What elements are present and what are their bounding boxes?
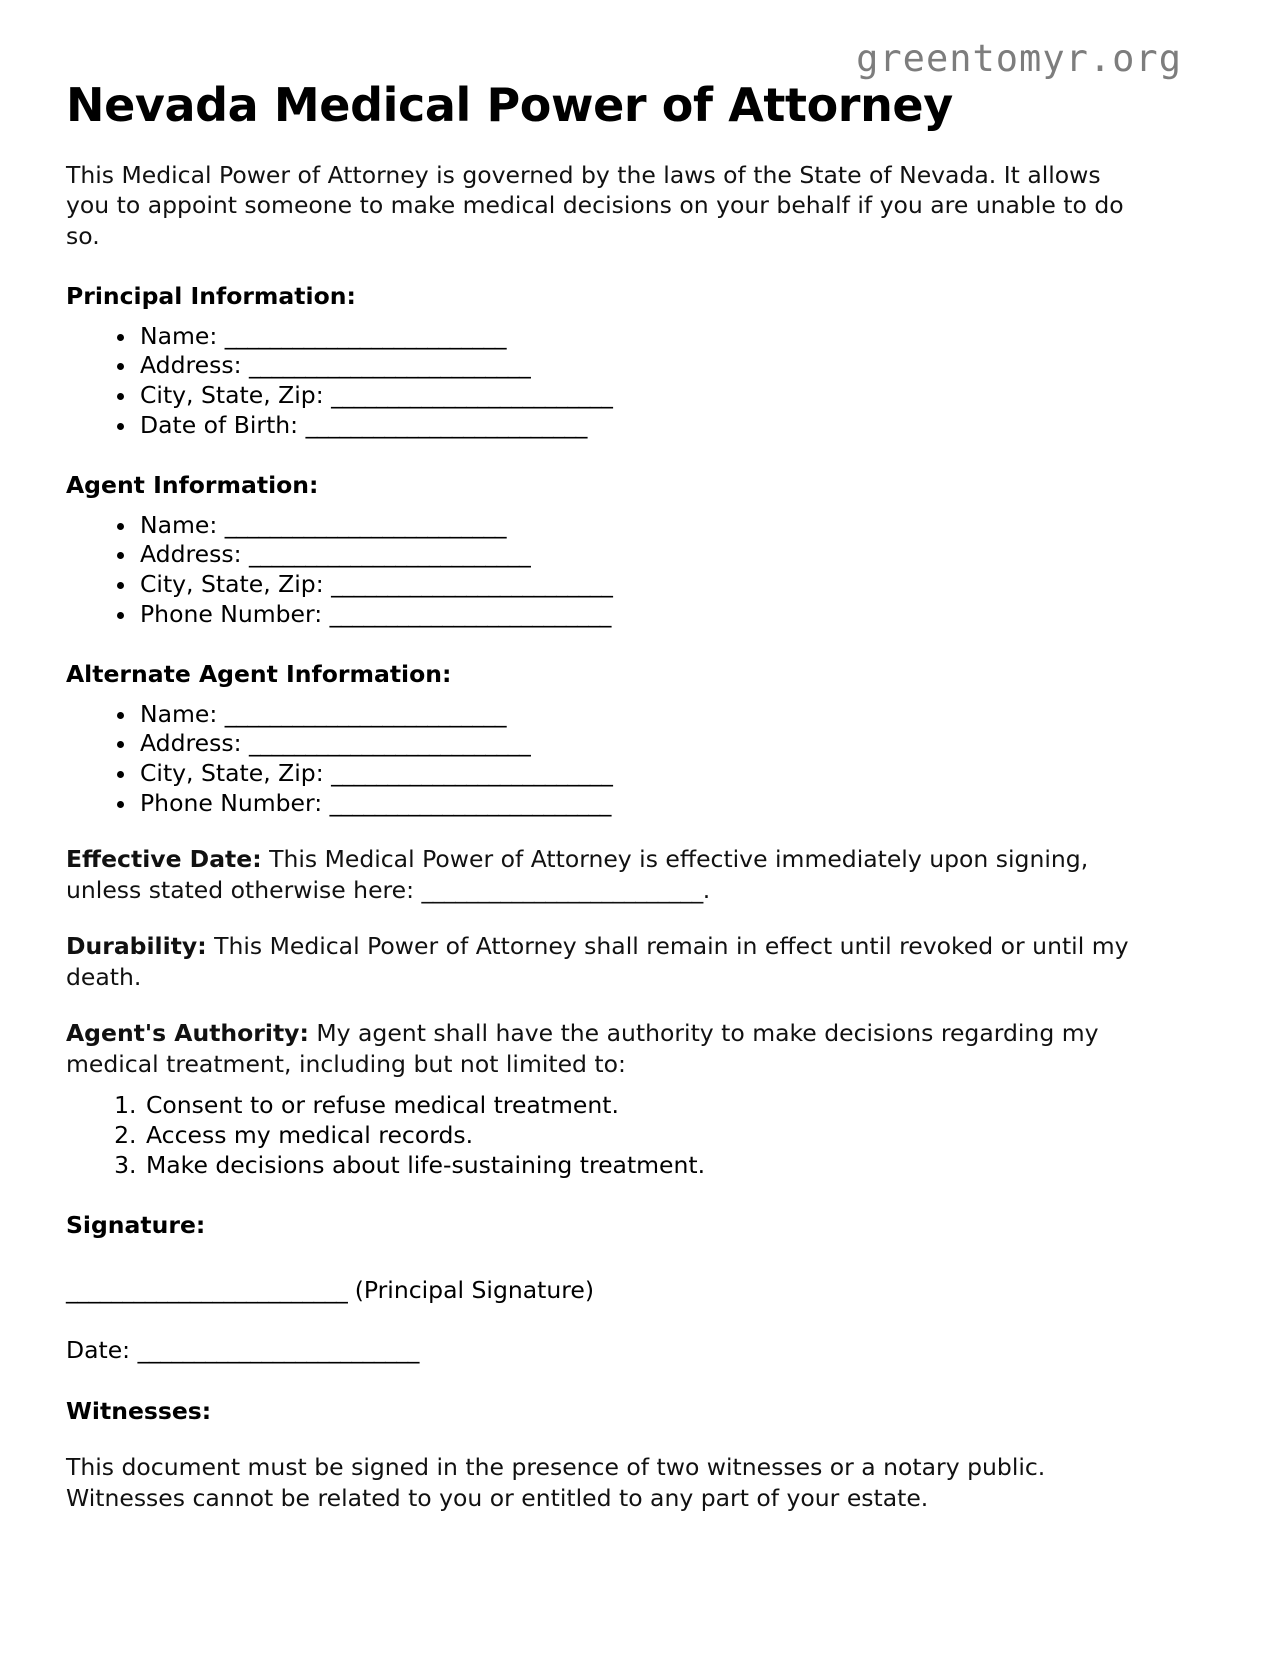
witnesses-paragraph: This document must be signed in the presence of two witnesses or a notary public. Witnesses cannot be related to you or entitled to any part of your estate.: [66, 1453, 1046, 1512]
field-label: Address:: [140, 351, 242, 380]
field-label: Name:: [140, 510, 218, 539]
list-item: [138, 351, 1216, 381]
date-blank[interactable]: _________________________: [137, 1336, 419, 1365]
list-item: [138, 759, 1216, 789]
date-label: Date:: [66, 1336, 138, 1365]
section-heading-signature: Signature:: [66, 1211, 206, 1240]
list-item: [138, 570, 1216, 600]
signature-blank[interactable]: _________________________: [66, 1275, 348, 1304]
page-title: Nevada Medical Power of Attorney: [66, 78, 953, 132]
effective-date-paragraph: [66, 844, 1144, 905]
field-label: Name:: [140, 699, 218, 728]
field-blank[interactable]: _________________________: [249, 351, 531, 380]
field-label: City, State, Zip:: [140, 758, 324, 787]
principal-fields-list: [66, 322, 1216, 440]
list-item: [138, 511, 1216, 541]
field-label: Phone Number:: [140, 599, 323, 628]
field-blank[interactable]: _________________________: [329, 788, 611, 817]
list-item: [138, 729, 1216, 759]
field-blank[interactable]: _________________________: [331, 569, 613, 598]
list-item: 1. Consent to or refuse medical treatment.: [144, 1091, 1216, 1121]
effective-date-text: This Medical Power of Attorney is effective immediately upon signing, unless stated otherwise here:: [66, 845, 1089, 904]
list-item: [138, 700, 1216, 730]
principal-signature-line: [66, 1275, 1216, 1306]
section-heading-alternate-agent: Alternate Agent Information:: [66, 660, 452, 689]
agents-authority-text: My agent shall have the authority to make decisions regarding my medical treatment, including but not limited to:: [66, 1019, 1099, 1078]
alternate-agent-fields-list: [66, 700, 1216, 818]
effective-date-period: .: [702, 875, 711, 904]
list-item: [138, 540, 1216, 570]
list-item: [138, 381, 1216, 411]
section-heading-principal: Principal Information:: [66, 282, 356, 311]
field-blank[interactable]: _________________________: [331, 380, 613, 409]
effective-date-blank[interactable]: _________________________: [421, 875, 703, 904]
field-label: Address:: [140, 729, 242, 758]
field-label: Name:: [140, 321, 218, 350]
intro-paragraph: This Medical Power of Attorney is governed by the laws of the State of Nevada. It allows you to appoint someone to make medical decisions on your behalf if you are unable to do so.: [66, 160, 1124, 250]
field-label: City, State, Zip:: [140, 380, 324, 409]
field-label: City, State, Zip:: [140, 569, 324, 598]
list-item: [138, 789, 1216, 819]
field-label: Phone Number:: [140, 788, 323, 817]
agents-authority-paragraph: [66, 1018, 1144, 1079]
field-blank[interactable]: _________________________: [224, 321, 506, 350]
effective-date-label: Effective Date:: [66, 845, 262, 874]
field-label: Date of Birth:: [140, 410, 299, 439]
durability-text: This Medical Power of Attorney shall remain in effect until revoked or until my death.: [66, 932, 1129, 991]
durability-label: Durability:: [66, 932, 207, 961]
field-blank[interactable]: _________________________: [331, 758, 613, 787]
section-heading-agent: Agent Information:: [66, 471, 319, 500]
list-item: [138, 322, 1216, 352]
section-heading-witnesses: Witnesses:: [66, 1396, 212, 1425]
field-blank[interactable]: _________________________: [249, 540, 531, 569]
list-item: [138, 411, 1216, 441]
field-blank[interactable]: _________________________: [249, 729, 531, 758]
agents-authority-label: Agent's Authority:: [66, 1019, 309, 1048]
durability-paragraph: [66, 931, 1144, 992]
agent-fields-list: [66, 511, 1216, 629]
field-blank[interactable]: _________________________: [224, 510, 506, 539]
site-watermark: greentomyr.org: [856, 37, 1182, 80]
list-item: 3. Make decisions about life-sustaining treatment.: [144, 1151, 1216, 1181]
list-item: [138, 600, 1216, 630]
signature-date-line: [66, 1335, 1216, 1366]
signature-caption: (Principal Signature): [347, 1275, 595, 1304]
agents-authority-list: [66, 1091, 1216, 1180]
field-blank[interactable]: _________________________: [329, 599, 611, 628]
list-item: 2. Access my medical records.: [144, 1121, 1216, 1151]
field-blank[interactable]: _________________________: [305, 410, 587, 439]
field-label: Address:: [140, 540, 242, 569]
field-blank[interactable]: _________________________: [224, 699, 506, 728]
